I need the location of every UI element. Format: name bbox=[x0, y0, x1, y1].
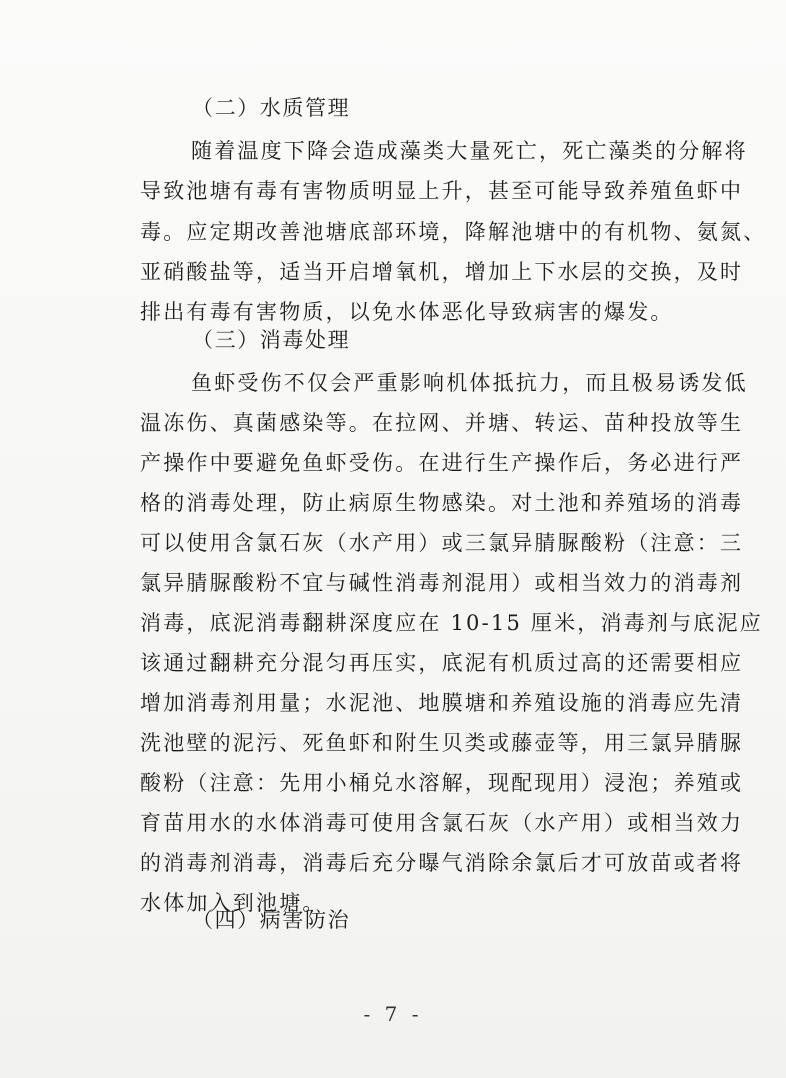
paragraph-line: 消毒，底泥消毒翻耕深度应在 10-15 厘米，消毒剂与底泥应 bbox=[140, 611, 763, 635]
paragraph-line: 氯异腈脲酸粉不宜与碱性消毒剂混用）或相当效力的消毒剂 bbox=[140, 571, 744, 595]
section-heading-disease-prevention: （四）病害防治 bbox=[192, 908, 351, 932]
paragraph-line: 酸粉（注意：先用小桶兑水溶解，现配现用）浸泡；养殖或 bbox=[140, 771, 744, 795]
paragraph-line: 产操作中要避免鱼虾受伤。在进行生产操作后，务必进行严 bbox=[140, 451, 744, 475]
paragraph-line: 温冻伤、真菌感染等。在拉网、并塘、转运、苗种投放等生 bbox=[140, 411, 744, 435]
paragraph-line: 导致池塘有毒有害物质明显上升，甚至可能导致养殖鱼虾中 bbox=[140, 179, 744, 203]
page-number: - 7 - bbox=[363, 1002, 423, 1026]
paragraph-line: 增加消毒剂用量；水泥池、地膜塘和养殖设施的消毒应先清 bbox=[140, 691, 744, 715]
paragraph-line: 排出有毒有害物质，以免水体恶化导致病害的爆发。 bbox=[140, 300, 674, 324]
paragraph-line: 该通过翻耕充分混匀再压实，底泥有机质过高的还需要相应 bbox=[140, 651, 744, 675]
paragraph-line: 可以使用含氯石灰（水产用）或三氯异腈脲酸粉（注意：三 bbox=[140, 531, 744, 555]
paragraph-line: 亚硝酸盐等，适当开启增氧机，增加上下水层的交换，及时 bbox=[140, 260, 744, 284]
section-heading-water-quality: （二）水质管理 bbox=[192, 96, 351, 120]
section-heading-disinfection: （三）消毒处理 bbox=[192, 328, 351, 352]
paragraph-line: 的消毒剂消毒，消毒后充分曝气消除余氯后才可放苗或者将 bbox=[140, 851, 744, 875]
paragraph-line: 毒。应定期改善池塘底部环境，降解池塘中的有机物、氨氮、 bbox=[140, 220, 767, 244]
paragraph-line: 格的消毒处理，防止病原生物感染。对土池和养殖场的消毒 bbox=[140, 491, 744, 515]
paragraph-line: 鱼虾受伤不仅会严重影响机体抵抗力，而且极易诱发低 bbox=[191, 371, 748, 395]
paragraph-line: 随着温度下降会造成藻类大量死亡，死亡藻类的分解将 bbox=[191, 139, 748, 163]
paragraph-line: 育苗用水的水体消毒可使用含氯石灰（水产用）或相当效力 bbox=[140, 811, 744, 835]
paragraph-line: 水体加入到池塘。 bbox=[140, 891, 326, 915]
paragraph-line: 洗池壁的泥污、死鱼虾和附生贝类或藤壶等，用三氯异腈脲 bbox=[140, 731, 744, 755]
